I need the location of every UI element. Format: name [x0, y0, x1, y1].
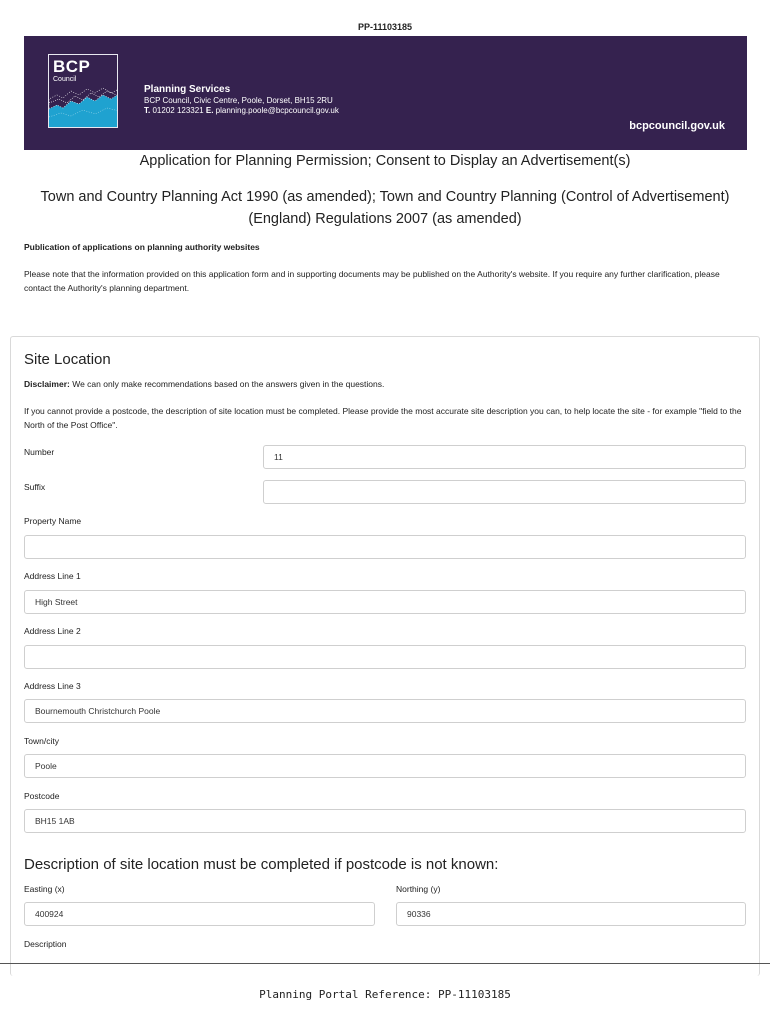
service-title: Planning Services — [144, 84, 231, 95]
section-title-site-location: Site Location — [24, 351, 111, 368]
postcode-label: Postcode — [24, 791, 60, 801]
service-contact — [144, 106, 339, 116]
site-location-info: If you cannot provide a postcode, the description of site location must be completed. Please provide the most accurate site description you can, to help locate the site - for example "field to the North of the Post Office". — [24, 406, 742, 430]
easting-field[interactable]: 400924 — [24, 902, 375, 926]
footer-reference: Planning Portal Reference: PP-11103185 — [259, 988, 511, 1001]
service-info — [144, 84, 339, 116]
email-label: E. — [205, 106, 214, 115]
suffix-field[interactable] — [263, 480, 746, 504]
reference-number-top: PP-11103185 — [357, 22, 413, 32]
northing-label: Northing (y) — [396, 884, 441, 894]
form-subtitle: Town and Country Planning Act 1990 (as amended); Town and Country Planning (Control of Advertisement) (England) Regulations 2007 (as amended) — [40, 189, 730, 227]
council-website: bcpcouncil.gov.uk — [629, 120, 725, 132]
property-name-label: Property Name — [24, 516, 82, 526]
council-logo — [48, 54, 118, 128]
northing-field[interactable]: 90336 — [396, 902, 746, 926]
service-address: BCP Council, Civic Centre, Poole, Dorset, BH15 2RU — [144, 96, 333, 105]
address-line-2-label: Address Line 2 — [24, 626, 81, 636]
form-title: Application for Planning Permission; Consent to Display an Advertisement(s) — [139, 153, 631, 169]
phone-number: 01202 123321 — [152, 106, 204, 115]
disclaimer — [24, 379, 384, 389]
disclaimer-label: Disclaimer: — [24, 379, 70, 389]
logo-subtext: Council — [53, 76, 77, 83]
email-address: planning.poole@bcpcouncil.gov.uk — [215, 106, 339, 115]
easting-label: Easting (x) — [24, 884, 65, 894]
logo-wave-graphic — [49, 77, 118, 127]
number-label: Number — [24, 447, 55, 457]
description-label: Description — [24, 939, 67, 949]
address-line-1-label: Address Line 1 — [24, 571, 81, 581]
town-city-field[interactable]: Poole — [24, 754, 746, 778]
property-name-field[interactable] — [24, 535, 746, 559]
number-field[interactable]: 11 — [263, 445, 746, 469]
address-line-3-field[interactable]: Bournemouth Christchurch Poole — [24, 699, 746, 723]
phone-label: T. — [144, 106, 151, 115]
logo-text: BCP — [53, 57, 91, 76]
disclaimer-text: We can only make recommendations based on the answers given in the questions. — [72, 379, 385, 389]
suffix-label: Suffix — [24, 482, 46, 492]
address-line-2-field[interactable] — [24, 645, 746, 669]
address-line-1-field[interactable]: High Street — [24, 590, 746, 614]
page-divider — [0, 963, 770, 964]
publication-notice: Please note that the information provided on this application form and in supporting documents may be published on the Authority's website. If you require any further clarification, please contact the Authority's planning department. — [24, 269, 720, 293]
council-banner — [24, 36, 747, 150]
town-city-label: Town/city — [24, 736, 59, 746]
section-title-site-description: Description of site location must be completed if postcode is not known: — [24, 856, 499, 873]
postcode-field[interactable]: BH15 1AB — [24, 809, 746, 833]
address-line-3-label: Address Line 3 — [24, 681, 81, 691]
publication-heading: Publication of applications on planning authority websites — [24, 242, 260, 252]
